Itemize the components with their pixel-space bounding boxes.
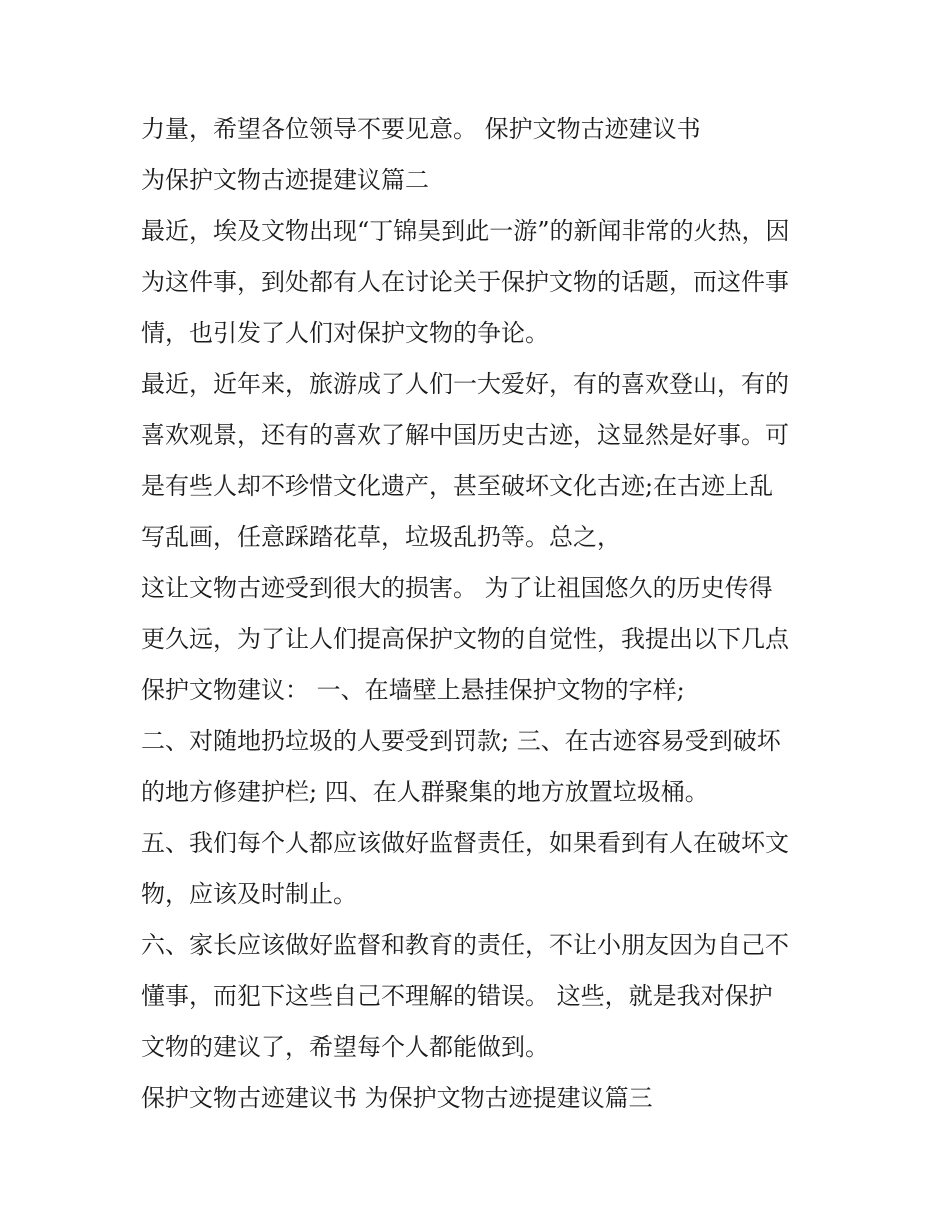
text-line: 力量，希望各位领导不要见意。 保护文物古迹建议书 [141,115,701,143]
text-line: 的地方修建护栏; 四、在人群聚集的地方放置垃圾桶。 [141,778,709,806]
text-line: 五、我们每个人都应该做好监督责任，如果看到有人在破坏文 [141,829,789,857]
text-line: 物，应该及时制止。 [141,880,357,908]
text-line: 更久远，为了让人们提高保护文物的自觉性，我提出以下几点 [141,625,789,653]
text-line: 为这件事，到处都有人在讨论关于保护文物的话题，而这件事 [141,268,789,296]
text-line: 情，也引发了人们对保护文物的争论。 [141,319,549,347]
text-line: 六、家长应该做好监督和教育的责任，不让小朋友因为自己不 [141,931,789,959]
text-line: 喜欢观景，还有的喜欢了解中国历史古迹，这显然是好事。可 [141,421,789,449]
text-line: 二、对随地扔垃圾的人要受到罚款; 三、在古迹容易受到破坏 [141,727,781,755]
text-line: 最近，埃及文物出现“丁锦昊到此一游”的新闻非常的火热，因 [141,217,790,245]
text-line: 写乱画，任意踩踏花草，垃圾乱扔等。总之， [141,523,621,551]
section-heading: 为保护文物古迹提建议篇二 [141,166,429,194]
text-line: 这让文物古迹受到很大的损害。 为了让祖国悠久的历史传得 [141,574,773,602]
text-line: 保护文物建议： 一、在墙壁上悬挂保护文物的字样; [141,676,685,704]
text-line: 懂事，而犯下这些自己不理解的错误。 这些，就是我对保护 [141,982,773,1010]
text-line: 是有些人却不珍惜文化遗产，甚至破坏文化古迹;在古迹上乱 [141,472,774,500]
text-line: 文物的建议了，希望每个人都能做到。 [141,1033,549,1061]
text-line: 最近，近年来，旅游成了人们一大爱好，有的喜欢登山，有的 [141,370,789,398]
section-heading: 保护文物古迹建议书 为保护文物古迹提建议篇三 [141,1084,653,1112]
